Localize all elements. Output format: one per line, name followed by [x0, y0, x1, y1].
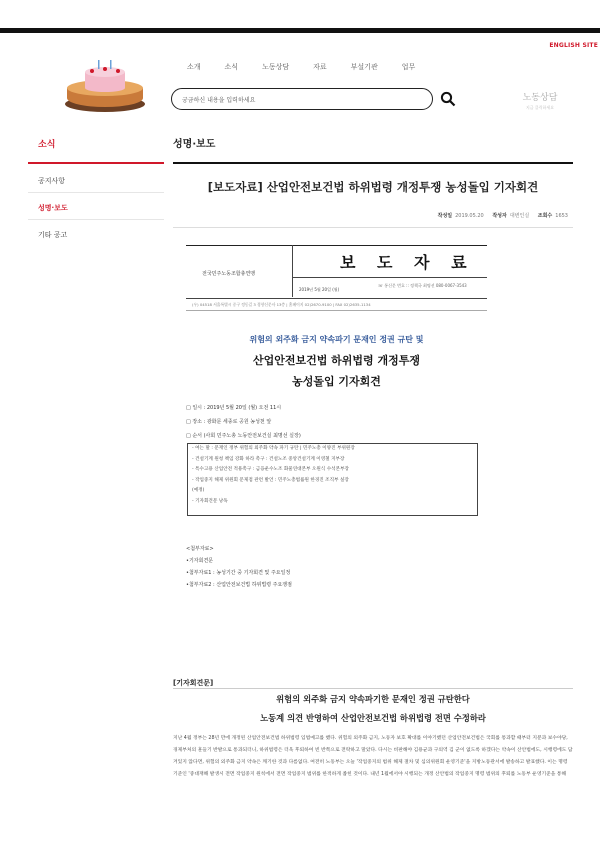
- views-label: 조회수: [537, 213, 553, 219]
- author-label: 작성자: [492, 213, 507, 219]
- press-release-heading: 보 도 자 료: [340, 253, 475, 272]
- sidebar-item-notices[interactable]: 공지사항: [38, 177, 66, 185]
- sidebar-title: 소식: [38, 140, 56, 150]
- doc-address-line: [186, 310, 487, 311]
- nav-item-work[interactable]: 업무: [401, 63, 416, 71]
- press-divider: [173, 688, 573, 689]
- agenda-box: [187, 443, 478, 516]
- attachment-item: •첨부자료2 : 산업안전보건법 하위법령 주요쟁점: [186, 582, 292, 588]
- doc-header-vline: [292, 245, 293, 297]
- agenda-item: - 여는 말 : 문재인 정부 위험의 외주화 약속 파기 규탄 | 민주노총 이양진 부위원장: [192, 446, 355, 451]
- union-name: 전국민주노동조합총연맹: [202, 271, 256, 277]
- post-title: [보도자료] 산업안전보건법 하위법령 개정투쟁 농성돌입 기자회견: [207, 180, 539, 194]
- press-headline: 노동계 의견 반영하여 산업안전보건법 하위법령 전면 수정하라: [260, 713, 486, 723]
- post-date: 2019.05.20: [455, 213, 484, 219]
- doc-header-bottomline: [186, 298, 487, 299]
- english-site-link[interactable]: ENGLISH SITE: [549, 42, 598, 49]
- doc-headline: 산업안전보건법 하위법령 개정투쟁: [252, 354, 421, 367]
- agenda-item: - 특수고용 산업안전 적용촉구 : 금융운수노조 화물연대본부 오원식 수석본부장: [192, 467, 349, 472]
- sidebar-separator: [28, 219, 164, 220]
- event-order: □ 순서 (사회 민주노총 노동안전보건실 최명선 실장): [186, 433, 301, 439]
- nav-item-labor-counsel[interactable]: 노동상담: [262, 63, 290, 71]
- doc-address: (우) 04518 서울특별시 중구 정동길 3 경향신문사 13층 | 홈페이지 02)2670-9100 | FAX 02)2635-1134: [192, 302, 371, 307]
- agenda-item: - 건설기계 원청 책임 강화 하라 촉구 : 건설노조 중앙건설기계 이영철 지부장: [192, 456, 345, 462]
- top-black-bar: [0, 28, 600, 33]
- counsel-subtitle: 지금 클릭하세요: [525, 105, 555, 110]
- meta-divider: [173, 227, 573, 228]
- nav-item-about[interactable]: 소개: [187, 63, 201, 71]
- title-divider: [173, 162, 573, 164]
- press-headline: 위험의 외주화 금지 약속파기한 문재인 정권 규탄한다: [276, 694, 470, 704]
- post-views: 1653: [555, 213, 568, 219]
- doc-headline: 농성돌입 기자회견: [292, 375, 381, 388]
- sidebar-divider: [28, 162, 164, 164]
- date-label: 작성일: [437, 213, 453, 219]
- attachment-item: •기자회견문: [186, 558, 214, 564]
- nav-item-resources[interactable]: 자료: [313, 63, 327, 71]
- labor-counsel-button[interactable]: [516, 90, 564, 111]
- attachment-item: •첨부자료1 : 농성기간 중 기자회견 및 주요일정: [186, 570, 291, 576]
- nav-item-news[interactable]: 소식: [224, 63, 239, 71]
- post-meta: [431, 212, 568, 219]
- post-author: 대변인실: [509, 213, 530, 219]
- event-place: □ 장소 : 광화문 세종로 공원 농성천 앞: [186, 419, 272, 425]
- sidebar-item-other-notices[interactable]: 기타 공고: [38, 231, 68, 239]
- doc-header-midline: [292, 277, 487, 278]
- doc-contact: ☏ 통신문 번호 :: 정책국 최명선 080-0067-3543: [378, 283, 467, 288]
- main-nav: [187, 62, 439, 72]
- search-input[interactable]: [171, 88, 433, 110]
- press-body-text: 지난 4월 정부는 28년 만에 개정된 산업안전보건법 하위법령 입법예고를 했다. 위험의 외주화 금지, 노동자 보호 확대를 이야기했던 산업안전보건법은 국회를 통과할 때부터 지분과 보수야당, 경제부처의 훈들기 반발으로 통과되더니, 하위법령은 더욱 후퇴하여 빈 반쪽으로 전락하고 말았다. 다시는 비판해야 김용균과 구의역 김 군이 없도록 하겠다는 약속이 산안법에도, 시행령에도 담겨있지 않다면, 위험의 외주화 금지 약속은 깨기한 것과 다름없다. 여전히 노동부는 오늘 '작업중지의 범위 해제 절차 및 심의위원회 운영기준'을 지방노동관서에 발송하고 발표했다. 이는 명령 기준인 '중대재해 발생시 전면 작업중지 원칙에서 전면 작업중지 범위를 한적하게 좁힌 것이다. 내년 1월에서야 시행되는 개정 산안법의 작업중지 명령 범위의 후퇴를 노동부 운영기준을 통해: [173, 736, 573, 777]
- doc-subtitle: 위험의 외주화 금지 약속파기 문재인 정권 규탄 및: [249, 335, 424, 344]
- doc-date: 2019년 5월 20일 (월): [299, 287, 340, 292]
- cake-logo-icon[interactable]: [62, 58, 148, 114]
- event-time: □ 일시 : 2019년 5월 20일 (월) 오전 11시: [186, 405, 282, 411]
- sidebar-separator: [28, 192, 164, 193]
- counsel-title: 노동상담: [522, 93, 558, 103]
- attachments-title: <첨부자료>: [186, 546, 214, 552]
- search-placeholder: 궁금하신 내용을 입력하세요: [182, 97, 256, 104]
- agenda-item: (예정): [192, 488, 205, 493]
- doc-header-line: [186, 245, 487, 246]
- nav-item-affiliates[interactable]: 부설기관: [350, 63, 378, 71]
- sidebar-item-statements[interactable]: 성명·보도: [38, 204, 68, 212]
- agenda-item: - 작업중지 해제 위원회 문제점 관련 발언 : 민주노총법률원 한경진 조직부 실장: [192, 477, 349, 483]
- search-icon[interactable]: [440, 91, 456, 107]
- page-title: 성명·보도: [173, 139, 216, 150]
- agenda-item: - 기자회견문 낭독: [192, 498, 228, 504]
- press-statement-label: [기자회견문]: [173, 679, 214, 687]
